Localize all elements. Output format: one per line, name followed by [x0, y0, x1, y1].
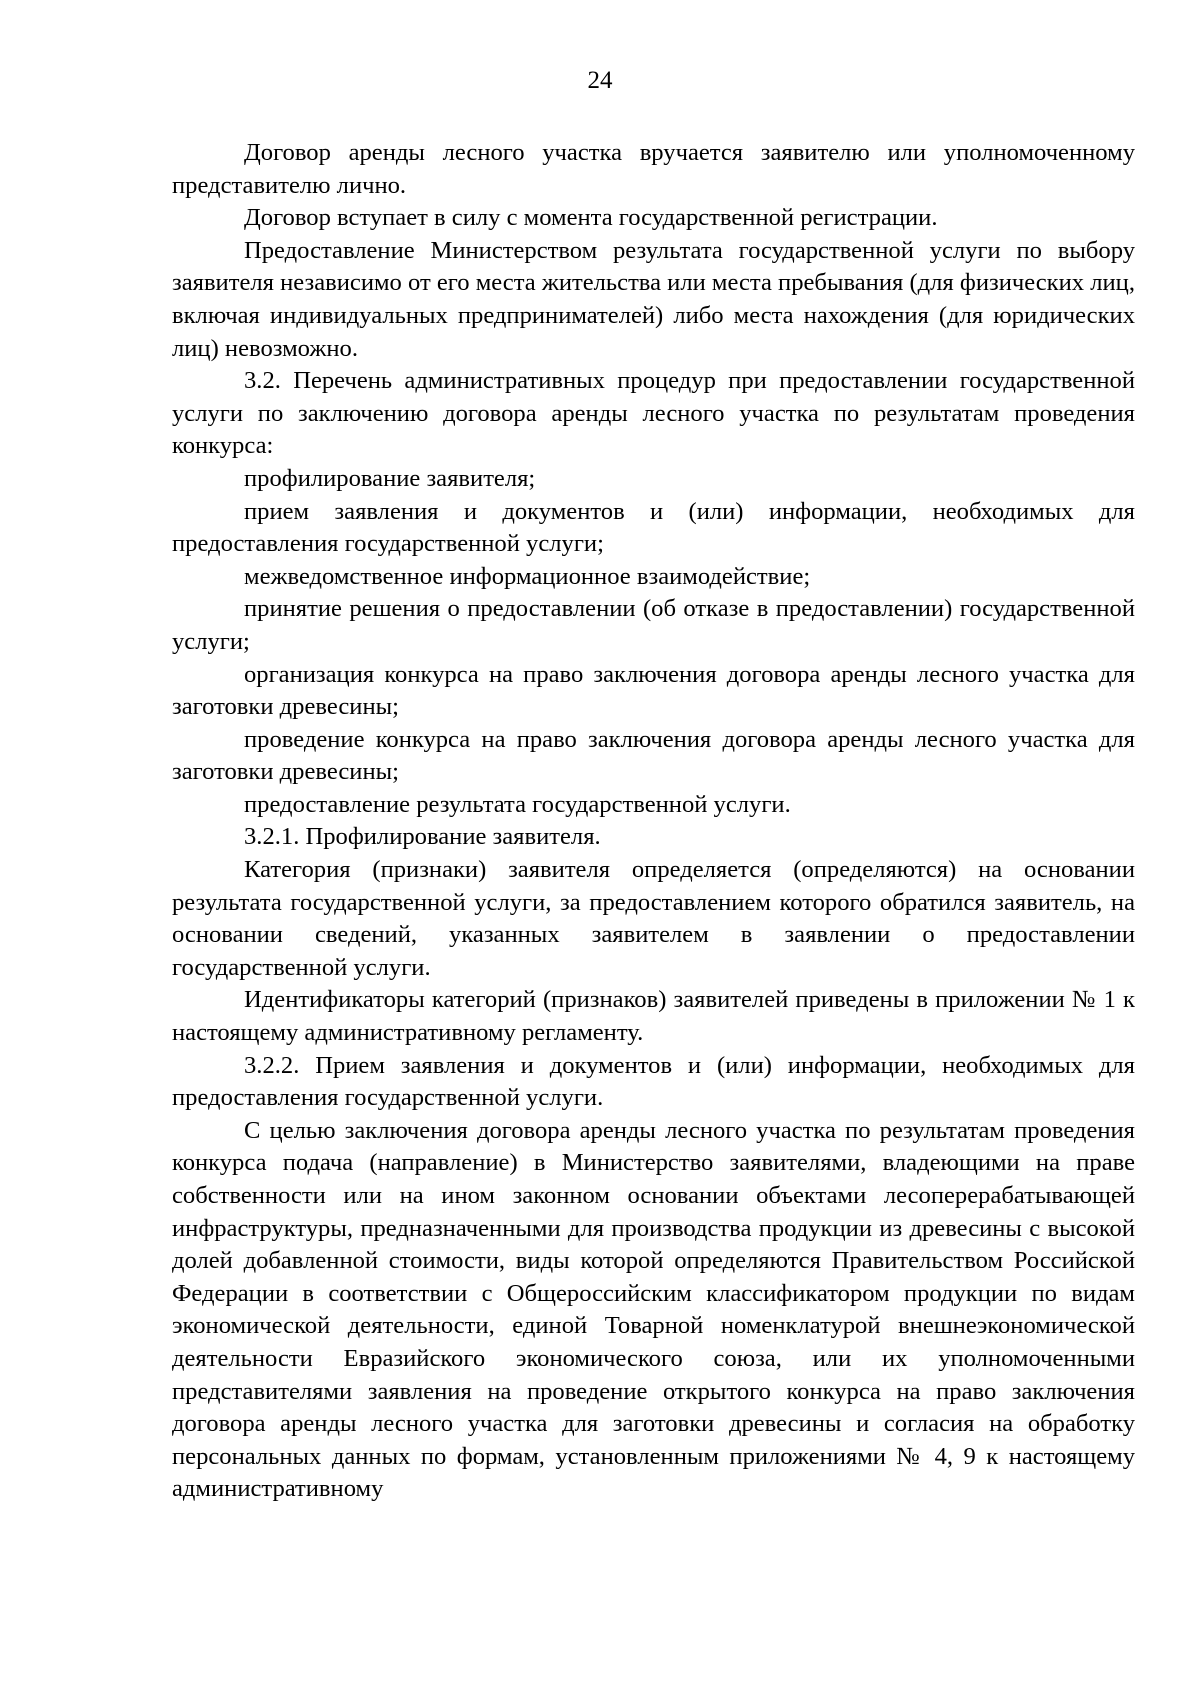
- list-item-result-delivery: предоставление результата государственной услуги.: [244, 790, 791, 818]
- paragraph-section-3-2: 3.2. Перечень административных процедур при предоставлении государственной услуги по заключению договора аренды лесного участка по результатам проведения конкурса:: [172, 367, 1135, 460]
- document-body: [172, 137, 1135, 1506]
- paragraph-category-identifiers: Идентификаторы категорий (признаков) заявителей приведены в приложении № 1 к настоящему административному регламенту.: [172, 986, 1135, 1047]
- list-item-interagency: межведомственное информационное взаимодействие;: [244, 562, 811, 590]
- list-item-application-intake: прием заявления и документов и (или) информации, необходимых для предоставления государственной услуги;: [172, 497, 1135, 558]
- page-number: 24: [587, 67, 613, 94]
- paragraph-application-submission: С целью заключения договора аренды лесного участка по результатам проведения конкурса подача (направление) в Министерство заявителями, владеющими на праве собственности или на ином законном основании объектами лесоперерабатывающей инфраструктуры, предназначенными для производства продукции из древесины с высокой долей добавленной стоимости, виды которой определяются Правительством Российской Федерации в соответствии с Общероссийским классификатором продукции по видам экономической деятельности, единой Товарной номенклатурой внешнеэкономической деятельности Евразийского экономического союза, или их уполномоченными представителями заявления на проведение открытого конкурса на право заключения договора аренды лесного участка для заготовки древесины и согласия на обработку персональных данных по формам, установленным приложениями № 4, 9 к настоящему административному: [172, 1116, 1135, 1503]
- paragraph-extraterritorial: Предоставление Министерством результата государственной услуги по выбору заявителя независимо от его места жительства или места пребывания (для физических лиц, включая индивидуальных предпринимателей) либо места нахождения (для юридических лиц) невозможно.: [172, 236, 1135, 362]
- paragraph-contract-effective: Договор вступает в силу с момента государственной регистрации.: [244, 204, 938, 232]
- list-item-profiling: профилирование заявителя;: [244, 464, 536, 492]
- list-item-competition-organization: организация конкурса на право заключения договора аренды лесного участка для заготовки древесины;: [172, 660, 1135, 721]
- paragraph-applicant-category: Категория (признаки) заявителя определяется (определяются) на основании результата государственной услуги, за предоставлением которого обратился заявитель, на основании сведений, указанных заявителем в заявлении о предоставлении государственной услуги.: [172, 856, 1135, 981]
- heading-section-3-2-2: 3.2.2. Прием заявления и документов и (или) информации, необходимых для предоставления государственной услуги.: [172, 1051, 1135, 1112]
- paragraph-lease-handover: Договор аренды лесного участка вручается заявителю или уполномоченному представителю лично.: [172, 139, 1135, 199]
- list-item-competition-conduct: проведение конкурса на право заключения договора аренды лесного участка для заготовки древесины;: [172, 725, 1135, 786]
- list-item-decision: принятие решения о предоставлении (об отказе в предоставлении) государственной услуги;: [172, 595, 1135, 655]
- heading-section-3-2-1: 3.2.1. Профилирование заявителя.: [244, 823, 601, 851]
